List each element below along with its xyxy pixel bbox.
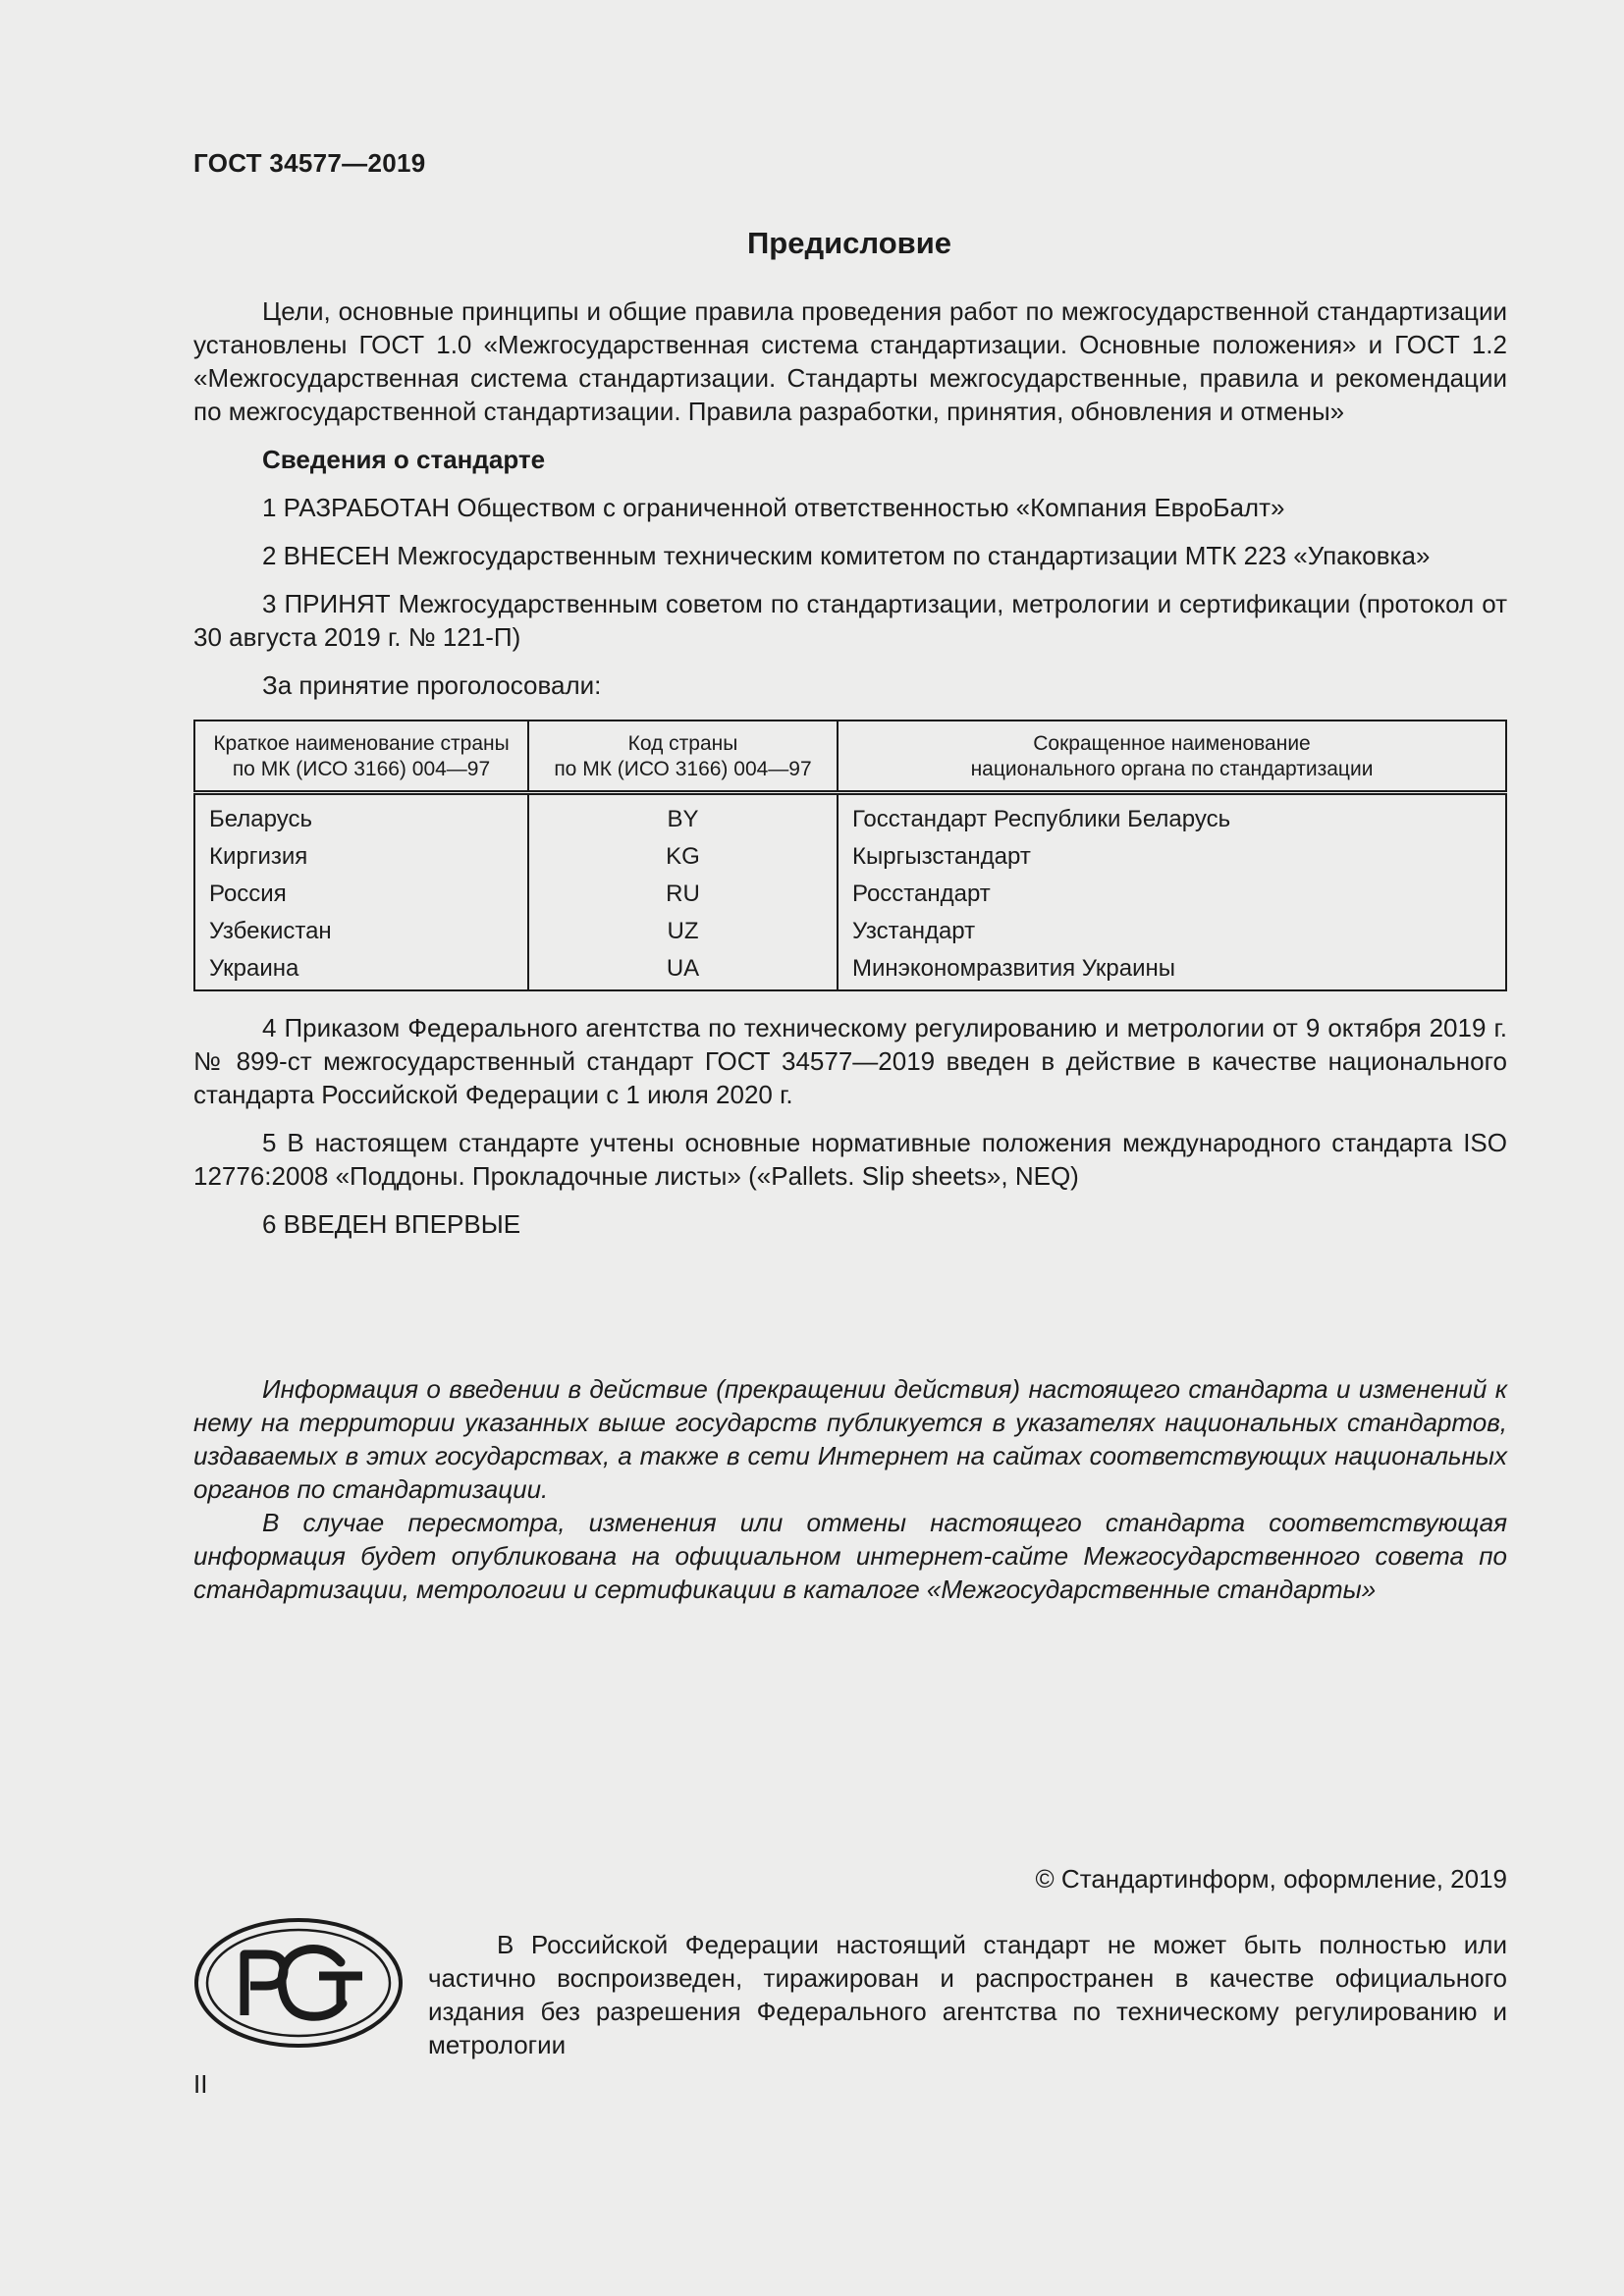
voted-caption: За принятие проголосовали: <box>262 670 602 700</box>
cell-body: Кыргызстандарт <box>838 838 1506 876</box>
foreword-body <box>193 294 1507 1255</box>
document-id-header: ГОСТ 34577—2019 <box>193 148 426 178</box>
item-order: 4 Приказом Федерального агентства по техническому регулированию и метрологии от 9 октября 2019 г. № 899-ст межгосударственный стандарт ГОСТ 34577—2019 введен в действие в качестве национального стандарта Российской Федерации с 1 июля 2020 г. <box>193 1013 1507 1109</box>
cell-body: Госстандарт Республики Беларусь <box>838 793 1506 839</box>
intro-paragraph: Цели, основные принципы и общие правила проведения работ по межгосударственной стандартизации установлены ГОСТ 1.0 «Межгосударственная система стандартизации. Основные положения» и ГОСТ 1.2 «Межгосударственная система стандартизации. Стандарты межгосударственные, правила и рекомендации по межгосударственной стандартизации. Правила разработки, принятия, обновления и отмены» <box>193 296 1507 426</box>
notice-paragraph-1: Информация о введении в действие (прекращении действия) настоящего стандарта и изменений к нему на территории указанных выше государств публикуется в указателях национальных стандартов, издаваемых в этих государствах, а также в сети Интернет на сайтах соответствующих национальных органов по стандартизации. <box>193 1374 1507 1504</box>
section-subtitle: Сведения о стандарте <box>262 445 546 474</box>
header-country: Краткое наименование страны по МК (ИСО 3166) 004—97 <box>194 721 528 793</box>
cell-code: UZ <box>528 913 838 950</box>
cell-body: Росстандарт <box>838 876 1506 913</box>
copyright-line: © Стандартинформ, оформление, 2019 <box>1035 1864 1507 1894</box>
cell-body: Узстандарт <box>838 913 1506 950</box>
header-body: Сокращенное наименование национального органа по стандартизации <box>838 721 1506 793</box>
page-number: II <box>193 2069 208 2099</box>
table-row <box>194 950 1506 990</box>
rights-paragraph: В Российской Федерации настоящий стандарт не может быть полностью или частично воспроизведен, тиражирован и распространен в качестве официального издания без разрешения Федерального агентства по техническому регулированию и метрологии <box>428 1930 1507 2059</box>
cell-country: Узбекистан <box>209 918 332 944</box>
cell-code: KG <box>528 838 838 876</box>
item-iso: 5 В настоящем стандарте учтены основные нормативные положения международного стандарта ISO 12776:2008 «Поддоны. Прокладочные листы» («Pallets. Slip sheets», NEQ) <box>193 1128 1507 1191</box>
header-code: Код страны по МК (ИСО 3166) 004—97 <box>528 721 838 793</box>
notice-block <box>193 1372 1507 1606</box>
table-row <box>194 838 1506 876</box>
table-header-row <box>194 721 1506 793</box>
item-developed: 1 РАЗРАБОТАН Обществом с ограниченной ответственностью «Компания ЕвроБалт» <box>262 493 1285 522</box>
cell-code: UA <box>528 950 838 990</box>
cell-code: BY <box>528 793 838 839</box>
item-adopted: 3 ПРИНЯТ Межгосударственным советом по стандартизации, метрологии и сертификации (протокол от 30 августа 2019 г. № 121-П) <box>193 589 1507 652</box>
cell-country: Киргизия <box>209 843 308 870</box>
item-first: 6 ВВЕДЕН ВПЕРВЫЕ <box>262 1209 521 1239</box>
voting-states-table <box>193 720 1507 991</box>
table-row <box>194 793 1506 839</box>
page-title: Предисловие <box>746 226 951 260</box>
notice-paragraph-2: В случае пересмотра, изменения или отмены настоящего стандарта соответствующая информация будет опубликована на официальном интернет-сайте Межгосударственного совета по стандартизации, метрологии и сертификации в каталоге «Межгосударственные стандарты» <box>193 1508 1507 1604</box>
rst-certification-mark-icon <box>193 1917 404 2049</box>
cell-code: RU <box>528 876 838 913</box>
cell-country: Россия <box>209 881 287 907</box>
cell-body: Минэкономразвития Украины <box>838 950 1506 990</box>
table-row <box>194 876 1506 913</box>
cell-country: Украина <box>209 955 299 982</box>
cell-country: Беларусь <box>209 806 312 832</box>
item-introduced: 2 ВНЕСЕН Межгосударственным техническим комитетом по стандартизации МТК 223 «Упаковка» <box>262 541 1431 570</box>
rights-notice <box>428 1928 1507 2061</box>
table-row <box>194 913 1506 950</box>
